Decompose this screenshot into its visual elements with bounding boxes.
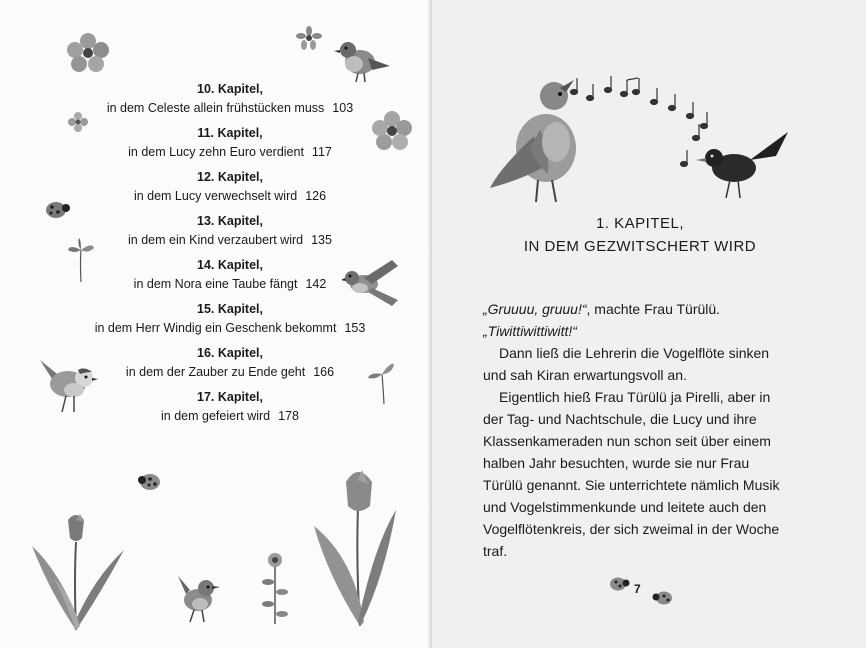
tulip-plant-icon (30, 512, 126, 630)
toc-page-number: 117 (311, 145, 332, 159)
toc-chapter-line (60, 406, 400, 426)
toc-page-number: 166 (313, 365, 335, 379)
leaf-sprig-icon (368, 360, 396, 404)
toc-entry (60, 168, 400, 212)
flower-icon (64, 32, 112, 72)
toc-page-number: 103 (332, 101, 354, 115)
tiny-flower-icon (68, 112, 88, 132)
wildflower-icon (258, 552, 292, 624)
left-page (0, 0, 432, 648)
chapter-title: IN DEM GEZWITSCHERT WIRD (523, 238, 757, 255)
toc-entry (60, 124, 400, 168)
toc-page-number: 178 (278, 409, 299, 423)
toc-chapter-title: 13. Kapitel, (197, 214, 263, 228)
toc-page-number: 142 (305, 277, 327, 291)
toc-chapter-title: 11. Kapitel, (197, 126, 263, 140)
paragraph: Dann ließ die Lehrerin die Vogelflöte sinken und sah Kiran erwartungsvoll an. (483, 345, 770, 383)
toc-chapter-line (60, 230, 400, 250)
toc-entry (60, 344, 400, 388)
toc-chapter-title: 14. Kapitel, (197, 258, 263, 272)
toc-chapter-line (60, 142, 400, 162)
ladybug-icon (608, 574, 630, 592)
toc-chapter-line (60, 186, 400, 206)
flower-icon (370, 110, 414, 154)
toc-chapter-line (60, 98, 400, 118)
toc-chapter-subtitle: in dem Herr Windig ein Geschenk bekommt (94, 321, 337, 335)
toc-chapter-subtitle: in dem der Zauber zu Ende geht (125, 365, 306, 379)
small-flower-icon (296, 26, 322, 50)
toc-chapter-subtitle: in dem Celeste allein frühstücken muss (106, 101, 325, 115)
ladybug-icon (138, 470, 166, 492)
chapter-number: 1. KAPITEL, (595, 215, 685, 232)
dialogue-quote: „Gruuuu, gruuu!“ (483, 301, 587, 317)
toc-chapter-subtitle: in dem Lucy verwechselt wird (133, 189, 298, 203)
tulip-plant-icon (314, 466, 398, 626)
toc-page-number: 126 (305, 189, 327, 203)
toc-entry (60, 80, 400, 124)
paragraph (483, 298, 783, 320)
bluetit-bird-icon (34, 352, 98, 414)
dialogue-quote: „Tiwittiwittiwitt!“ (483, 323, 577, 339)
robin-bird-icon (334, 38, 392, 84)
toc-chapter-subtitle: in dem gefeiert wird (161, 409, 271, 423)
toc-chapter-title: 16. Kapitel, (197, 346, 263, 360)
page-number: 7 (634, 582, 641, 596)
leaf-sprig-icon (66, 238, 96, 282)
toc-page-number: 153 (344, 321, 366, 335)
toc-entry (60, 212, 400, 256)
wren-bird-icon (176, 572, 220, 624)
toc-chapter-title: 15. Kapitel, (197, 302, 263, 316)
blackbird-bird-icon (696, 128, 792, 204)
toc-chapter-line (60, 362, 400, 382)
toc-chapter-title: 12. Kapitel, (197, 170, 263, 184)
toc-entry (60, 388, 400, 432)
chapter-heading (470, 212, 810, 258)
ladybug-icon (652, 588, 674, 606)
chapter-body-text (483, 298, 783, 562)
toc-chapter-line (60, 318, 400, 338)
paragraph: Eigentlich hieß Frau Türülü ja Pirelli, aber in der Tag- und Nachtschule, die Lucy und ihre Klassenkameraden nun schon seit über einem halben Jahr besuchten, wurde sie nur Frau Türülü genannt. Sie unterrichtete nämlich Musik und Vogelstimmenkunde und leitete auch den Vogelflötenkreis, der sich zweimal in der Woche traf. (483, 389, 780, 559)
toc-chapter-subtitle: in dem ein Kind verzaubert wird (128, 233, 304, 247)
dialogue-tag: , machte Frau Türülü. (586, 301, 721, 317)
toc-chapter-title: 10. Kapitel, (197, 82, 263, 96)
toc-chapter-subtitle: in dem Lucy zehn Euro verdient (128, 145, 304, 159)
ladybug-icon (42, 198, 70, 220)
toc-chapter-title: 17. Kapitel, (197, 390, 263, 404)
toc-page-number: 135 (311, 233, 332, 247)
flying-bird-icon (342, 256, 400, 312)
toc-chapter-subtitle: in dem Nora eine Taube fängt (133, 277, 298, 291)
